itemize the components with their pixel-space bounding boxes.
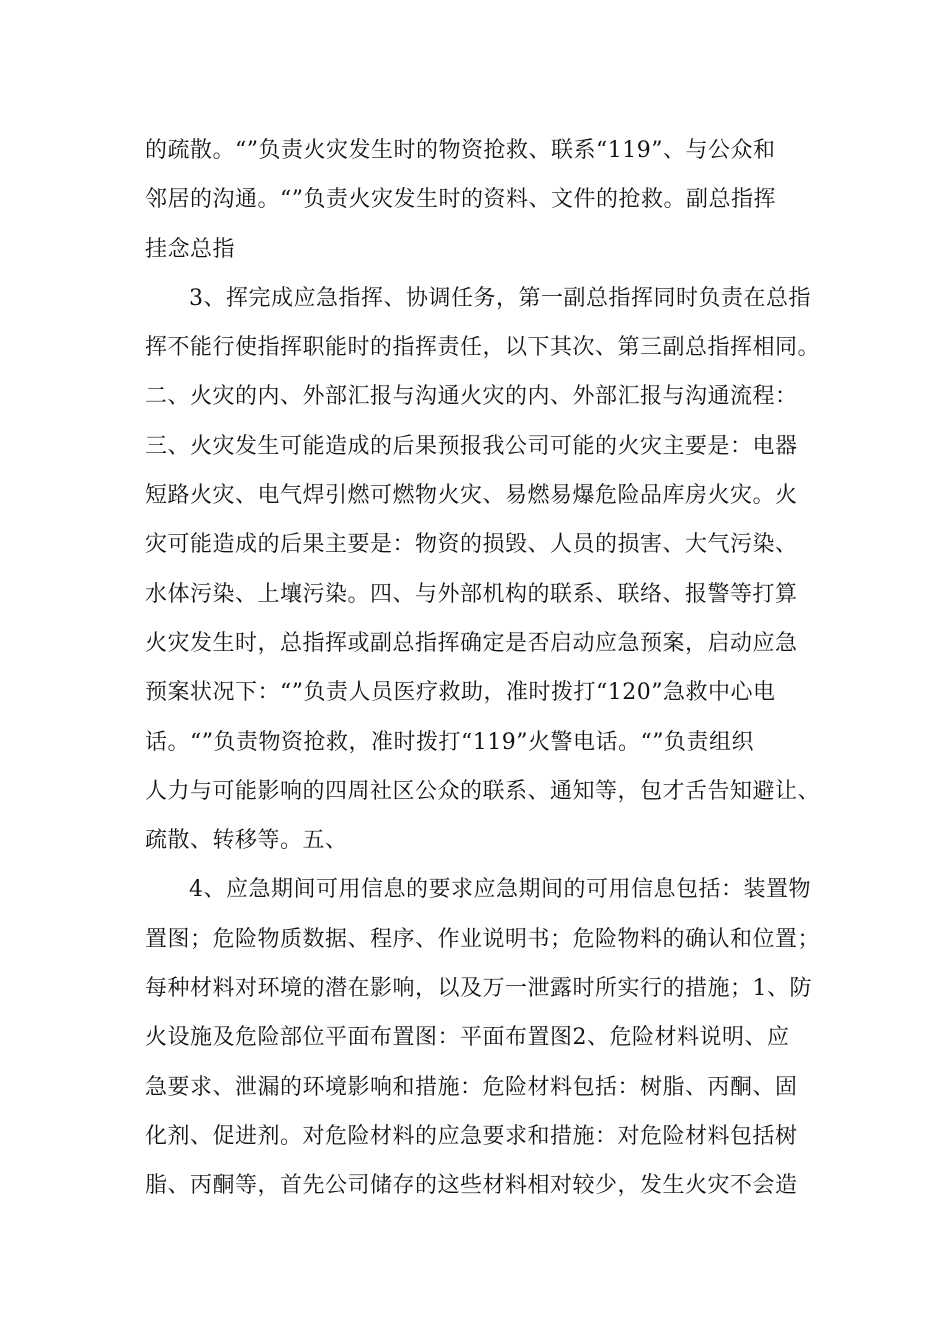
text-line: 三、火灾发生可能造成的后果预报我公司可能的火灾主要是：电器 [145, 433, 798, 459]
document-body [145, 126, 825, 1211]
text-line: 灾可能造成的后果主要是：物资的损毁、人员的损害、大气污染、 [145, 532, 798, 558]
text-line: 脂、丙酮等，首先公司储存的这些材料相对较少，发生火灾不会造 [145, 1173, 798, 1199]
text-line: 疏散、转移等。五、 [145, 828, 348, 854]
text-line: 每种材料对环境的潜在影响，以及万一泄露时所实行的措施；1、防 [145, 976, 812, 1002]
text-line: 人力与可能影响的四周社区公众的联系、通知等，包才舌告知避让、 [145, 778, 821, 804]
text-line: 短路火灾、电气焊引燃可燃物火灾、易燃易爆危险品库房火灾。火 [145, 483, 798, 509]
text-line: 水体污染、上壤污染。四、与外部机构的联系、联络、报警等打算 [145, 581, 798, 607]
text-line: 4、应急期间可用信息的要求应急期间的可用信息包括：装置物 [189, 877, 811, 903]
text-line: 化剂、促进剂。对危险材料的应急要求和措施：对危险材料包括树 [145, 1123, 798, 1149]
text-line: 火设施及危险部位平面布置图：平面布置图2、危险材料说明、应 [145, 1025, 790, 1051]
text-line: 置图；危险物质数据、程序、作业说明书；危险物料的确认和位置； [145, 926, 821, 952]
text-line: 火灾发生时，总指挥或副总指挥确定是否启动应急预案，启动应急 [145, 630, 798, 656]
text-line: 急要求、泄漏的环境影响和措施：危险材料包括：树脂、丙酮、固 [145, 1074, 798, 1100]
text-line: 3、挥完成应急指挥、协调任务，第一副总指挥同时负责在总指 [189, 285, 811, 311]
text-line: 话。“”负责物资抢救，准时拨打“119”火警电话。“”负责组织 [145, 729, 754, 755]
text-line: 的疏散。“”负责火灾发生时的物资抢救、联系“119”、与公众和 [145, 138, 776, 163]
text-line: 预案状况下：“”负责人员医疗救助，准时拨打“120”急救中心电 [145, 680, 776, 706]
text-line: 邻居的沟通。“”负责火灾发生时的资料、文件的抢救。副总指挥 [145, 187, 776, 213]
text-line: 二、火灾的内、外部汇报与沟通火灾的内、外部汇报与沟通流程： [145, 384, 798, 410]
text-line: 挥不能行使指挥职能时的指挥责任，以下其次、第三副总指挥相同。 [145, 335, 821, 361]
text-line: 挂念总指 [145, 236, 236, 262]
